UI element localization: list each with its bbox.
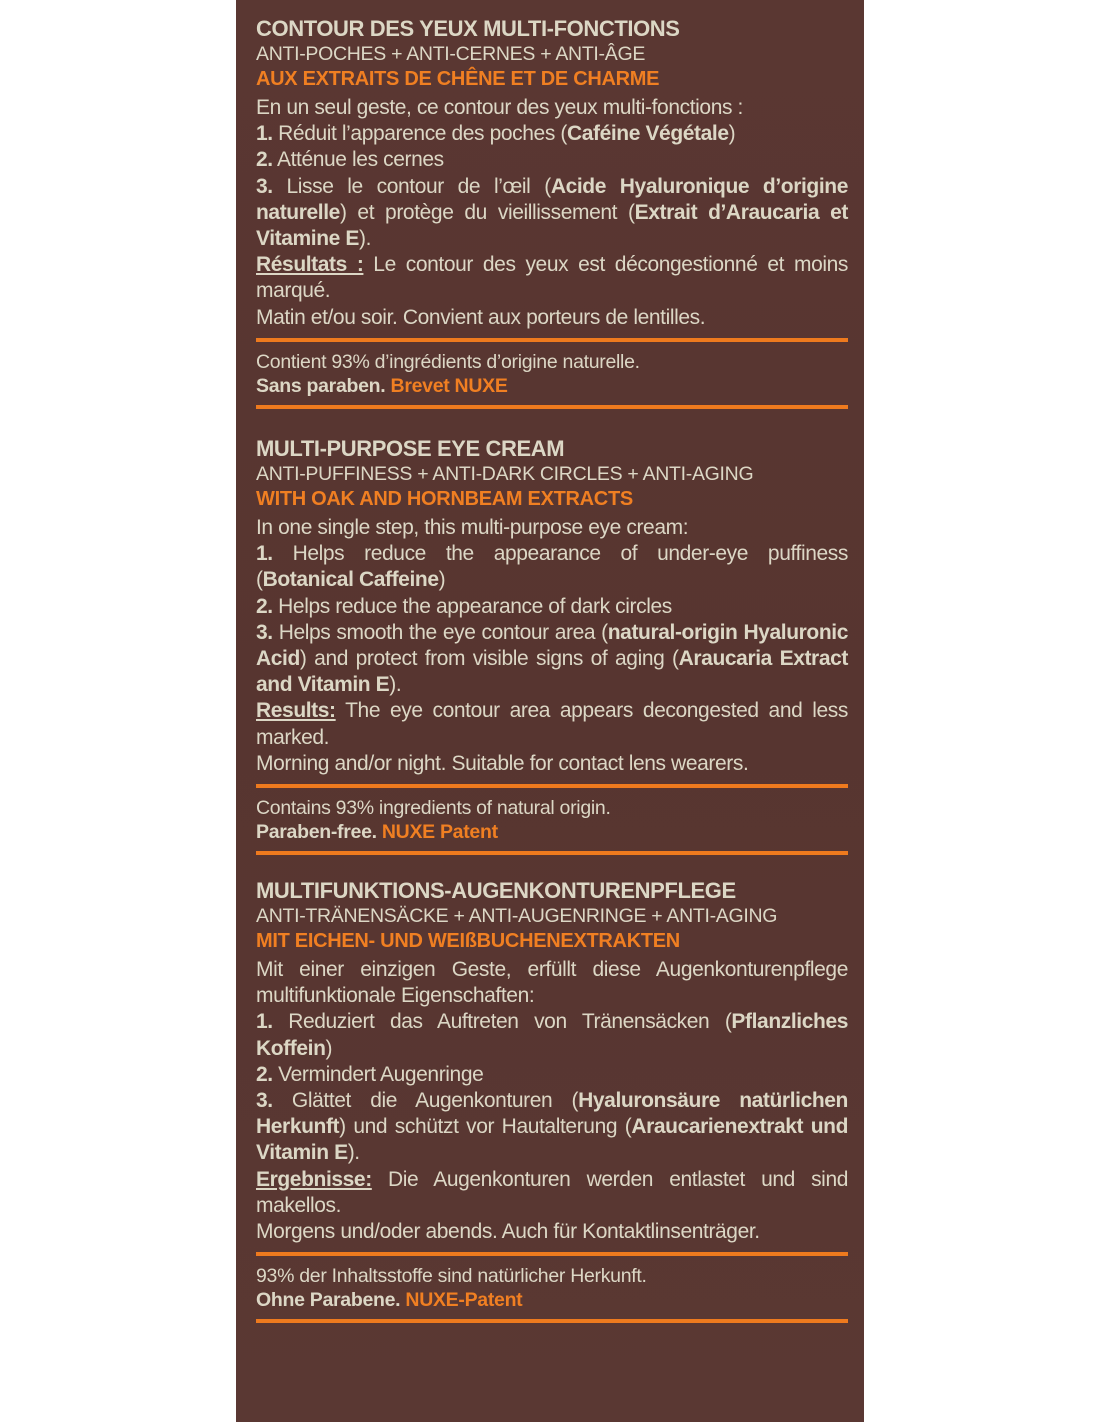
section-subtitle: ANTI-POCHES + ANTI-CERNES + ANTI-ÂGE [256, 43, 646, 65]
paraben-patent-note: Ohne Parabene. NUXE-Patent [256, 1289, 523, 1312]
natural-origin-note: 93% der Inhaltsstoffe sind natürlicher Herkunft. [256, 1265, 647, 1288]
section-title: CONTOUR DES YEUX MULTI-FONCTIONS [256, 16, 680, 41]
orange-divider [256, 1319, 848, 1323]
section-subtitle: ANTI-TRÄNENSÄCKE + ANTI-AUGENRINGE + ANTI-AGING [256, 905, 778, 927]
natural-origin-note: Contains 93% ingredients of natural origin. [256, 797, 611, 820]
intro-text: Mit einer einzigen Geste, erfüllt diese Augenkonturenpflege multifunktionale Eigenschaften: [256, 958, 848, 1008]
benefit-item-1: 1. Helps reduce the appearance of under-eye puffiness (Botanical Caffeine) [256, 542, 848, 592]
section-title: MULTIFUNKTIONS-AUGENKONTURENPFLEGE [256, 878, 736, 903]
section-german [256, 878, 848, 1331]
orange-divider [256, 338, 848, 342]
section-french [256, 16, 848, 417]
paraben-patent-note: Paraben-free. NUXE Patent [256, 821, 498, 844]
results-text: Résultats : Le contour des yeux est décongestionné et moins marqué. [256, 253, 848, 303]
orange-divider [256, 405, 848, 409]
description [256, 515, 848, 777]
usage-text: Morning and/or night. Suitable for contact lens wearers. [256, 751, 749, 775]
intro-text: In one single step, this multi-purpose eye cream: [256, 516, 689, 539]
benefit-item-3: 3. Glättet die Augenkonturen (Hyaluronsäure natürlichen Herkunft) und schützt vor Hautalterung (Araucarienextrakt und Vitamin E). [256, 1089, 849, 1165]
results-text: Results: The eye contour area appears decongested and less marked. [256, 699, 848, 749]
extracts-heading: WITH OAK AND HORNBEAM EXTRACTS [256, 488, 633, 510]
orange-divider [256, 1252, 848, 1256]
orange-divider [256, 784, 848, 788]
natural-origin-note: Contient 93% d’ingrédients d’origine naturelle. [256, 350, 640, 373]
benefit-item-3: 3. Lisse le contour de l’œil (Acide Hyaluronique d’origine naturelle) et protège du vieillissement (Extrait d’Araucaria et Vitamine E). [256, 174, 848, 251]
extracts-heading: MIT EICHEN- UND WEIßBUCHENEXTRAKTEN [256, 930, 680, 952]
product-label-panel [236, 0, 864, 1422]
paraben-patent-note: Sans paraben. Brevet NUXE [256, 374, 508, 397]
section-subtitle: ANTI-PUFFINESS + ANTI-DARK CIRCLES + ANTI-AGING [256, 463, 754, 485]
extracts-heading: AUX EXTRAITS DE CHÊNE ET DE CHARME [256, 68, 660, 90]
description [256, 95, 848, 331]
benefit-item-2: 2. Vermindert Augenringe [256, 1062, 484, 1086]
benefit-item-1: 1. Reduziert das Auftreten von Tränensäcken (Pflanzliches Koffein) [256, 1010, 848, 1060]
section-title: MULTI-PURPOSE EYE CREAM [256, 436, 565, 461]
results-text: Ergebnisse: Die Augenkonturen werden entlastet und sind makellos. [256, 1167, 848, 1217]
description [256, 957, 848, 1245]
intro-text: En un seul geste, ce contour des yeux multi-fonctions : [256, 96, 743, 119]
benefit-item-1: 1. Réduit l’apparence des poches (Caféine Végétale) [256, 122, 736, 146]
section-english [256, 436, 848, 863]
benefit-item-3: 3. Helps smooth the eye contour area (natural-origin Hyaluronic Acid) and protect from visible signs of aging (Araucaria Extract and Vitamin E). [256, 620, 848, 697]
orange-divider [256, 851, 848, 855]
benefit-item-2: 2. Atténue les cernes [256, 148, 444, 172]
usage-text: Morgens und/oder abends. Auch für Kontaktlinsenträger. [256, 1220, 760, 1244]
usage-text: Matin et/ou soir. Convient aux porteurs de lentilles. [256, 305, 706, 329]
benefit-item-2: 2. Helps reduce the appearance of dark circles [256, 594, 672, 618]
